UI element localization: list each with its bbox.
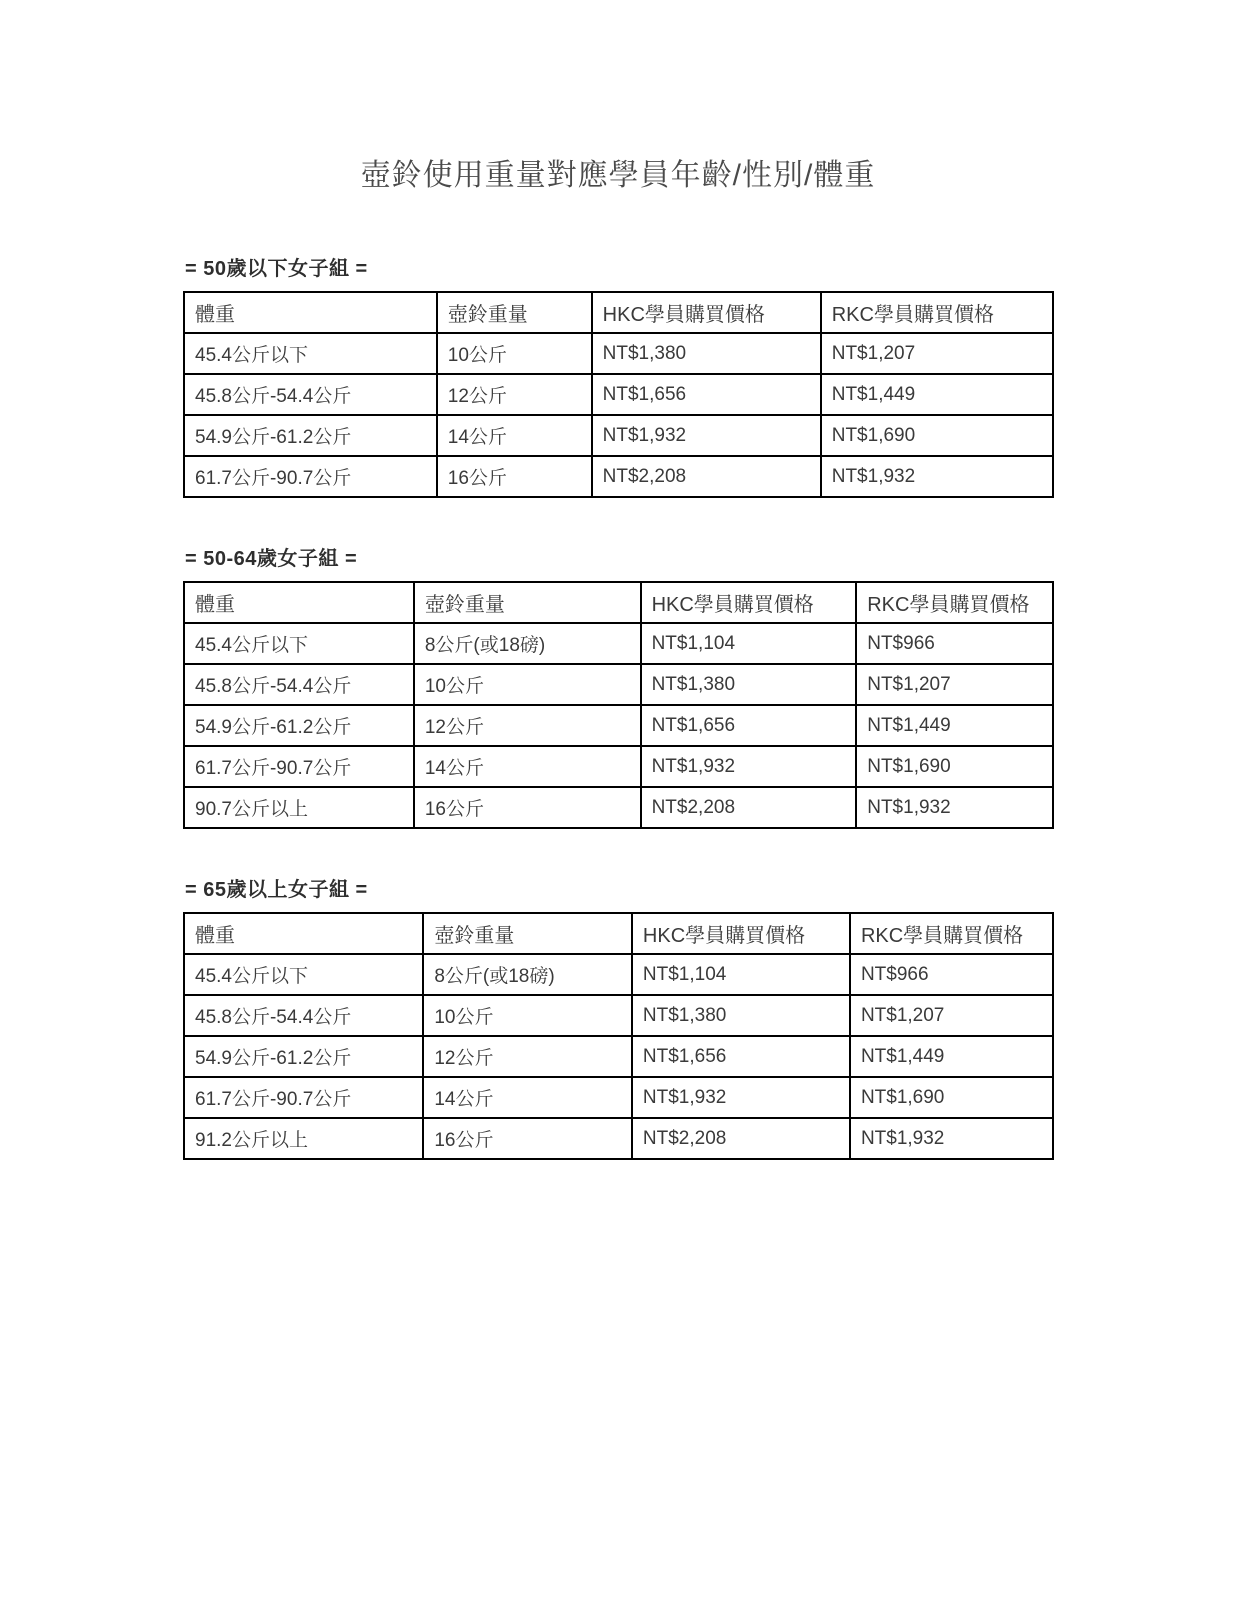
column-header: HKC學員購買價格 bbox=[592, 292, 821, 333]
table-row bbox=[184, 1036, 1053, 1077]
data-table bbox=[183, 291, 1054, 498]
table-cell: 90.7公斤以上 bbox=[184, 787, 414, 828]
table-cell: 45.8公斤-54.4公斤 bbox=[184, 995, 423, 1036]
table-row bbox=[184, 705, 1053, 746]
table-cell: 10公斤 bbox=[414, 664, 641, 705]
table-cell: 45.8公斤-54.4公斤 bbox=[184, 374, 437, 415]
column-header: RKC學員購買價格 bbox=[821, 292, 1053, 333]
table-cell: 10公斤 bbox=[437, 333, 592, 374]
column-header: 體重 bbox=[184, 913, 423, 954]
table-cell: 45.8公斤-54.4公斤 bbox=[184, 664, 414, 705]
table-row bbox=[184, 664, 1053, 705]
table-cell: NT$1,932 bbox=[592, 415, 821, 456]
column-header: RKC學員購買價格 bbox=[856, 582, 1053, 623]
table-section bbox=[183, 873, 1054, 1160]
column-header: 壺鈴重量 bbox=[414, 582, 641, 623]
table-cell: NT$1,690 bbox=[850, 1077, 1053, 1118]
table-cell: 12公斤 bbox=[423, 1036, 632, 1077]
column-header: HKC學員購買價格 bbox=[632, 913, 850, 954]
column-header: 壺鈴重量 bbox=[437, 292, 592, 333]
table-cell: NT$1,380 bbox=[592, 333, 821, 374]
table-row bbox=[184, 995, 1053, 1036]
table-cell: NT$1,932 bbox=[856, 787, 1053, 828]
table-cell: NT$1,104 bbox=[632, 954, 850, 995]
table-cell: 10公斤 bbox=[423, 995, 632, 1036]
table-row bbox=[184, 787, 1053, 828]
table-cell: NT$1,449 bbox=[821, 374, 1053, 415]
table-row bbox=[184, 415, 1053, 456]
table-row bbox=[184, 333, 1053, 374]
table-cell: NT$1,449 bbox=[850, 1036, 1053, 1077]
table-cell: 45.4公斤以下 bbox=[184, 623, 414, 664]
section-heading: = 50-64歲女子組 = bbox=[185, 548, 358, 570]
table-cell: NT$1,690 bbox=[856, 746, 1053, 787]
table-cell: 61.7公斤-90.7公斤 bbox=[184, 746, 414, 787]
table-row bbox=[184, 456, 1053, 497]
column-header: 壺鈴重量 bbox=[423, 913, 632, 954]
table-cell: 14公斤 bbox=[437, 415, 592, 456]
data-table bbox=[183, 912, 1054, 1160]
table-cell: NT$1,207 bbox=[856, 664, 1053, 705]
table-row bbox=[184, 954, 1053, 995]
table-cell: NT$1,932 bbox=[632, 1077, 850, 1118]
table-header-row bbox=[184, 582, 1053, 623]
table-cell: NT$1,207 bbox=[821, 333, 1053, 374]
table-cell: 45.4公斤以下 bbox=[184, 954, 423, 995]
table-cell: 12公斤 bbox=[414, 705, 641, 746]
tables-container bbox=[183, 252, 1054, 1160]
table-cell: 91.2公斤以上 bbox=[184, 1118, 423, 1159]
page-title: 壺鈴使用重量對應學員年齡/性別/體重 bbox=[360, 159, 876, 192]
table-cell: NT$1,690 bbox=[821, 415, 1053, 456]
column-header: 體重 bbox=[184, 582, 414, 623]
data-table bbox=[183, 581, 1054, 829]
table-cell: 16公斤 bbox=[437, 456, 592, 497]
table-cell: NT$1,380 bbox=[632, 995, 850, 1036]
table-header-row bbox=[184, 292, 1053, 333]
table-header-row bbox=[184, 913, 1053, 954]
column-header: HKC學員購買價格 bbox=[641, 582, 857, 623]
table-cell: NT$1,207 bbox=[850, 995, 1053, 1036]
table-cell: 61.7公斤-90.7公斤 bbox=[184, 1077, 423, 1118]
table-cell: NT$1,656 bbox=[641, 705, 857, 746]
table-cell: NT$966 bbox=[856, 623, 1053, 664]
table-cell: NT$1,656 bbox=[592, 374, 821, 415]
table-row bbox=[184, 623, 1053, 664]
table-cell: NT$1,932 bbox=[821, 456, 1053, 497]
table-cell: NT$1,104 bbox=[641, 623, 857, 664]
table-cell: NT$1,656 bbox=[632, 1036, 850, 1077]
table-cell: 54.9公斤-61.2公斤 bbox=[184, 415, 437, 456]
table-cell: 8公斤(或18磅) bbox=[423, 954, 632, 995]
table-cell: 12公斤 bbox=[437, 374, 592, 415]
table-cell: NT$2,208 bbox=[592, 456, 821, 497]
column-header: 體重 bbox=[184, 292, 437, 333]
table-cell: 16公斤 bbox=[423, 1118, 632, 1159]
table-cell: 14公斤 bbox=[414, 746, 641, 787]
table-cell: NT$1,449 bbox=[856, 705, 1053, 746]
table-cell: NT$2,208 bbox=[641, 787, 857, 828]
table-cell: 45.4公斤以下 bbox=[184, 333, 437, 374]
table-row bbox=[184, 374, 1053, 415]
table-cell: 8公斤(或18磅) bbox=[414, 623, 641, 664]
column-header: RKC學員購買價格 bbox=[850, 913, 1053, 954]
table-cell: NT$2,208 bbox=[632, 1118, 850, 1159]
table-cell: NT$1,380 bbox=[641, 664, 857, 705]
table-cell: NT$966 bbox=[850, 954, 1053, 995]
table-section bbox=[183, 542, 1054, 829]
table-cell: 14公斤 bbox=[423, 1077, 632, 1118]
table-cell: 54.9公斤-61.2公斤 bbox=[184, 705, 414, 746]
table-cell: 16公斤 bbox=[414, 787, 641, 828]
table-row bbox=[184, 1077, 1053, 1118]
section-heading: = 50歲以下女子組 = bbox=[185, 258, 368, 280]
table-cell: 54.9公斤-61.2公斤 bbox=[184, 1036, 423, 1077]
table-row bbox=[184, 746, 1053, 787]
table-row bbox=[184, 1118, 1053, 1159]
section-heading: = 65歲以上女子組 = bbox=[185, 879, 368, 901]
table-cell: NT$1,932 bbox=[641, 746, 857, 787]
table-cell: 61.7公斤-90.7公斤 bbox=[184, 456, 437, 497]
table-section bbox=[183, 252, 1054, 498]
table-cell: NT$1,932 bbox=[850, 1118, 1053, 1159]
